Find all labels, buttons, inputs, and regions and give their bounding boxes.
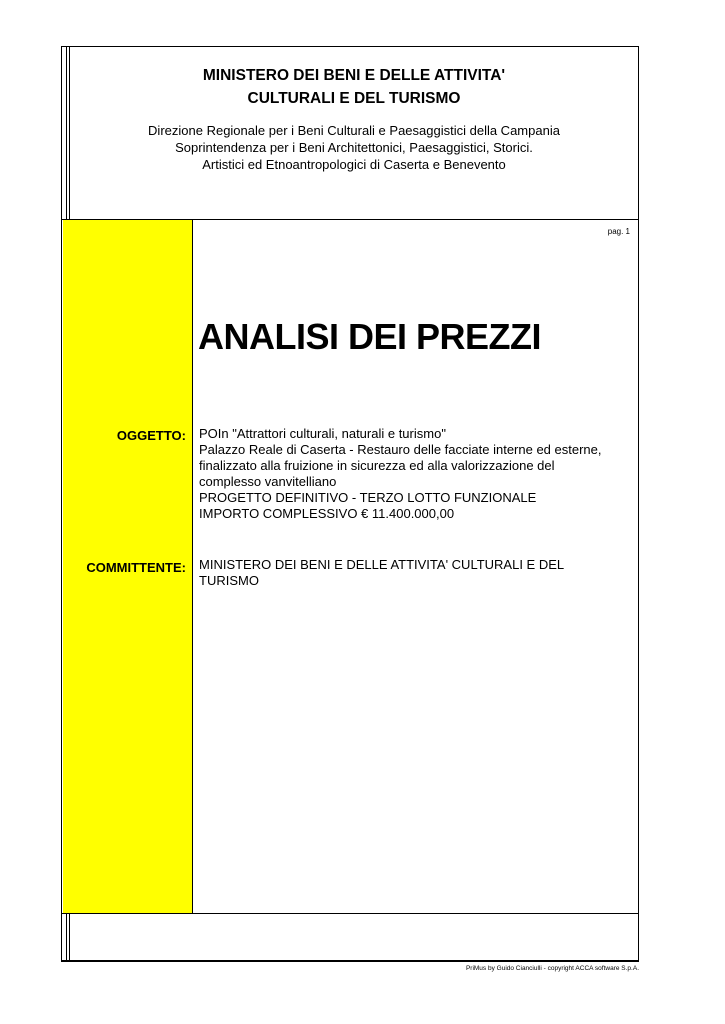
- oggetto-line: finalizzato alla fruizione in sicurezza ed alla valorizzazione del: [199, 458, 555, 473]
- header-block: [70, 46, 638, 220]
- oggetto-label: OGGETTO:: [116, 428, 186, 443]
- page-number: pag. 1: [607, 227, 630, 236]
- committente-label: COMMITTENTE:: [86, 560, 186, 575]
- footer-copyright: PriMus by Guido Cianciulli - copyright ACCA software S.p.A.: [465, 965, 639, 972]
- direction-text: [70, 122, 638, 173]
- oggetto-line: IMPORTO COMPLESSIVO € 11.400.000,00: [199, 506, 455, 521]
- oggetto-line: POIn "Attrattori culturali, naturali e turismo": [199, 426, 446, 441]
- committente-text: [199, 557, 629, 589]
- page-title: ANALISI DEI PREZZI: [198, 316, 542, 357]
- direction-line: Soprintendenza per i Beni Architettonici, Paesaggistici, Storici.: [175, 140, 533, 155]
- direction-line: Direzione Regionale per i Beni Culturali e Paesaggistici della Campania: [148, 123, 560, 138]
- footer-separator: [61, 913, 639, 914]
- oggetto-line: PROGETTO DEFINITIVO - TERZO LOTTO FUNZIONALE: [199, 490, 537, 505]
- ministry-line: MINISTERO DEI BENI E DELLE ATTIVITA': [202, 67, 506, 84]
- direction-line: Artistici ed Etnoantropologici di Caserta e Benevento: [202, 157, 506, 172]
- ministry-line: CULTURALI E DEL TURISMO: [247, 90, 461, 107]
- oggetto-line: complesso vanvitelliano: [199, 474, 337, 489]
- oggetto-text: [199, 426, 629, 522]
- ministry-title: [70, 64, 638, 110]
- oggetto-line: Palazzo Reale di Caserta - Restauro delle facciate interne ed esterne,: [199, 442, 602, 457]
- committente-line: MINISTERO DEI BENI E DELLE ATTIVITA' CULTURALI E DEL: [199, 557, 565, 572]
- committente-line: TURISMO: [199, 573, 259, 588]
